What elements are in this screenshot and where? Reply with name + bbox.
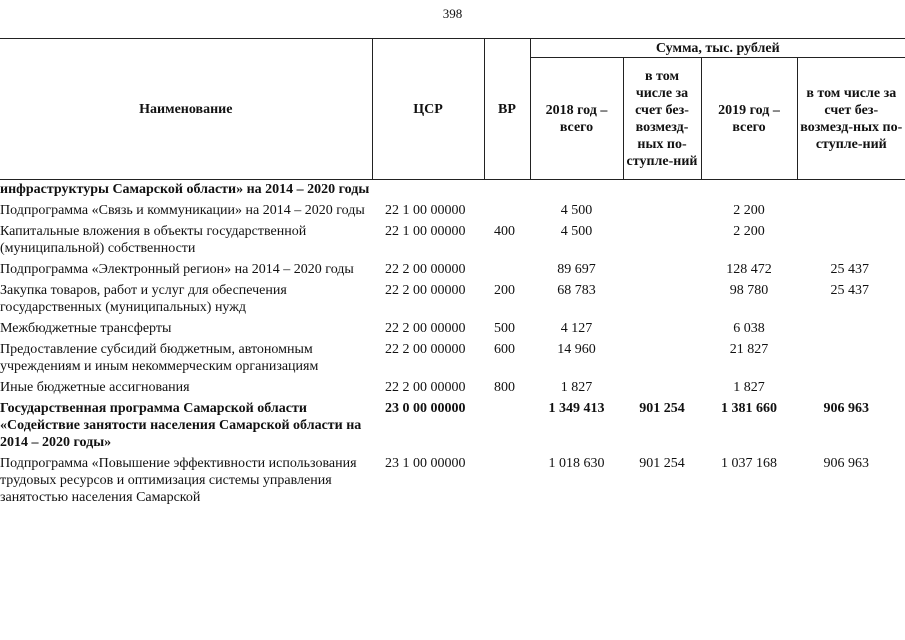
- row-vr: [484, 180, 530, 202]
- row-2018-total: 1 018 630: [548, 456, 605, 471]
- table-row: [0, 378, 905, 399]
- row-vr: [484, 399, 530, 454]
- row-csr: 23 1 00 00000: [385, 456, 466, 471]
- row-2018-free: 901 254: [639, 401, 685, 416]
- row-2018-total: 4 127: [560, 321, 593, 336]
- row-name: Капитальные вложения в объекты государственной (муниципальной) собственности: [0, 224, 307, 256]
- row-vr: 800: [494, 380, 515, 395]
- table-body: [0, 180, 905, 510]
- row-2019-total: 21 827: [729, 342, 769, 357]
- row-csr: 22 1 00 00000: [385, 203, 466, 218]
- row-2019-total: 1 381 660: [721, 401, 777, 416]
- row-2018-total: 1 349 413: [548, 401, 605, 416]
- row-2018-free: [623, 340, 701, 378]
- page-number: 398: [442, 6, 463, 21]
- row-2019-free: 906 963: [823, 401, 870, 416]
- row-vr: [484, 454, 530, 509]
- header-2018-free: в том числе за счет без-возмезд-ных по-ступле-ний: [623, 58, 701, 180]
- row-csr: 22 2 00 00000: [385, 342, 466, 357]
- row-vr: [484, 260, 530, 281]
- row-2019-total: 128 472: [726, 262, 772, 277]
- row-2018-total: 1 827: [560, 380, 593, 395]
- row-2019-free: 25 437: [830, 283, 870, 298]
- table-row: [0, 281, 905, 319]
- row-csr: 22 2 00 00000: [385, 283, 466, 298]
- header-2019-total: 2019 год – всего: [701, 58, 797, 180]
- table-row: [0, 222, 905, 260]
- header-sum-group: Сумма, тыс. рублей: [530, 39, 905, 58]
- row-2019-free: 25 437: [830, 262, 870, 277]
- row-name: Предоставление субсидий бюджетным, автономным учреждениям и иным некоммерческим организациям: [0, 342, 319, 374]
- table-row: [0, 319, 905, 340]
- header-2018-total: 2018 год – всего: [530, 58, 623, 180]
- row-name: Межбюджетные трансферты: [0, 321, 172, 336]
- row-2018-total: 4 500: [560, 203, 593, 218]
- row-csr: [372, 180, 484, 202]
- row-name: Государственная программа Самарской области «Содействие занятости населения Самарской области на 2014 – 2020 годы»: [0, 401, 362, 450]
- row-name: Подпрограмма «Электронный регион» на 2014 – 2020 годы: [0, 262, 354, 277]
- row-2018-free: [623, 222, 701, 260]
- table-row: [0, 454, 905, 509]
- row-2019-free: [797, 340, 905, 378]
- row-2018-total: [530, 180, 623, 202]
- table-row: [0, 260, 905, 281]
- row-csr: 22 2 00 00000: [385, 262, 466, 277]
- header-2019-free: в том числе за счет без-возмезд-ных по-ступле-ний: [797, 58, 905, 180]
- row-csr: 22 2 00 00000: [385, 321, 466, 336]
- budget-table: [0, 38, 905, 509]
- table-row: [0, 201, 905, 222]
- row-name: Подпрограмма «Повышение эффективности использования трудовых ресурсов и оптимизация системы управления занятостью населения Самарской: [0, 456, 357, 505]
- row-2019-free: [797, 222, 905, 260]
- row-2018-total: 68 783: [557, 283, 596, 298]
- row-2019-total: 6 038: [733, 321, 765, 336]
- row-vr: 400: [494, 224, 515, 239]
- row-2019-free: 906 963: [823, 456, 870, 471]
- row-2019-total: 1 037 168: [721, 456, 777, 471]
- row-2019-free: [797, 180, 905, 202]
- row-2019-total: 98 780: [729, 283, 769, 298]
- row-csr: 22 2 00 00000: [385, 380, 466, 395]
- table-row: [0, 340, 905, 378]
- row-vr: 500: [494, 321, 515, 336]
- row-2018-free: [623, 281, 701, 319]
- row-2018-free: [623, 319, 701, 340]
- row-name: Иные бюджетные ассигнования: [0, 380, 190, 395]
- row-2019-free: [797, 201, 905, 222]
- row-csr: 22 1 00 00000: [385, 224, 466, 239]
- row-2019-total: 1 827: [733, 380, 765, 395]
- row-vr: 600: [494, 342, 515, 357]
- row-2019-total: [701, 180, 797, 202]
- row-csr: 23 0 00 00000: [385, 401, 466, 416]
- table-header: [0, 39, 905, 180]
- row-2018-total: 4 500: [560, 224, 593, 239]
- header-vr: ВР: [484, 39, 530, 180]
- row-2019-free: [797, 319, 905, 340]
- table-row: [0, 180, 905, 202]
- row-2019-total: 2 200: [733, 224, 765, 239]
- row-2019-free: [797, 378, 905, 399]
- row-2019-total: 2 200: [733, 203, 765, 218]
- row-2018-total: 89 697: [557, 262, 596, 277]
- row-2018-free: [623, 180, 701, 202]
- row-2018-free: [623, 378, 701, 399]
- header-name: Наименование: [0, 39, 372, 180]
- row-2018-free: [623, 260, 701, 281]
- header-csr: ЦСР: [372, 39, 484, 180]
- row-vr: 200: [494, 283, 515, 298]
- row-2018-total: 14 960: [557, 342, 596, 357]
- table-row: [0, 399, 905, 454]
- row-name: Подпрограмма «Связь и коммуникации» на 2014 – 2020 годы: [0, 203, 365, 218]
- row-name: Закупка товаров, работ и услуг для обеспечения государственных (муниципальных) нужд: [0, 283, 287, 315]
- row-vr: [484, 201, 530, 222]
- row-2018-free: [623, 201, 701, 222]
- row-2018-free: 901 254: [639, 456, 685, 471]
- row-name: инфраструктуры Самарской области» на 2014 – 2020 годы: [0, 182, 370, 197]
